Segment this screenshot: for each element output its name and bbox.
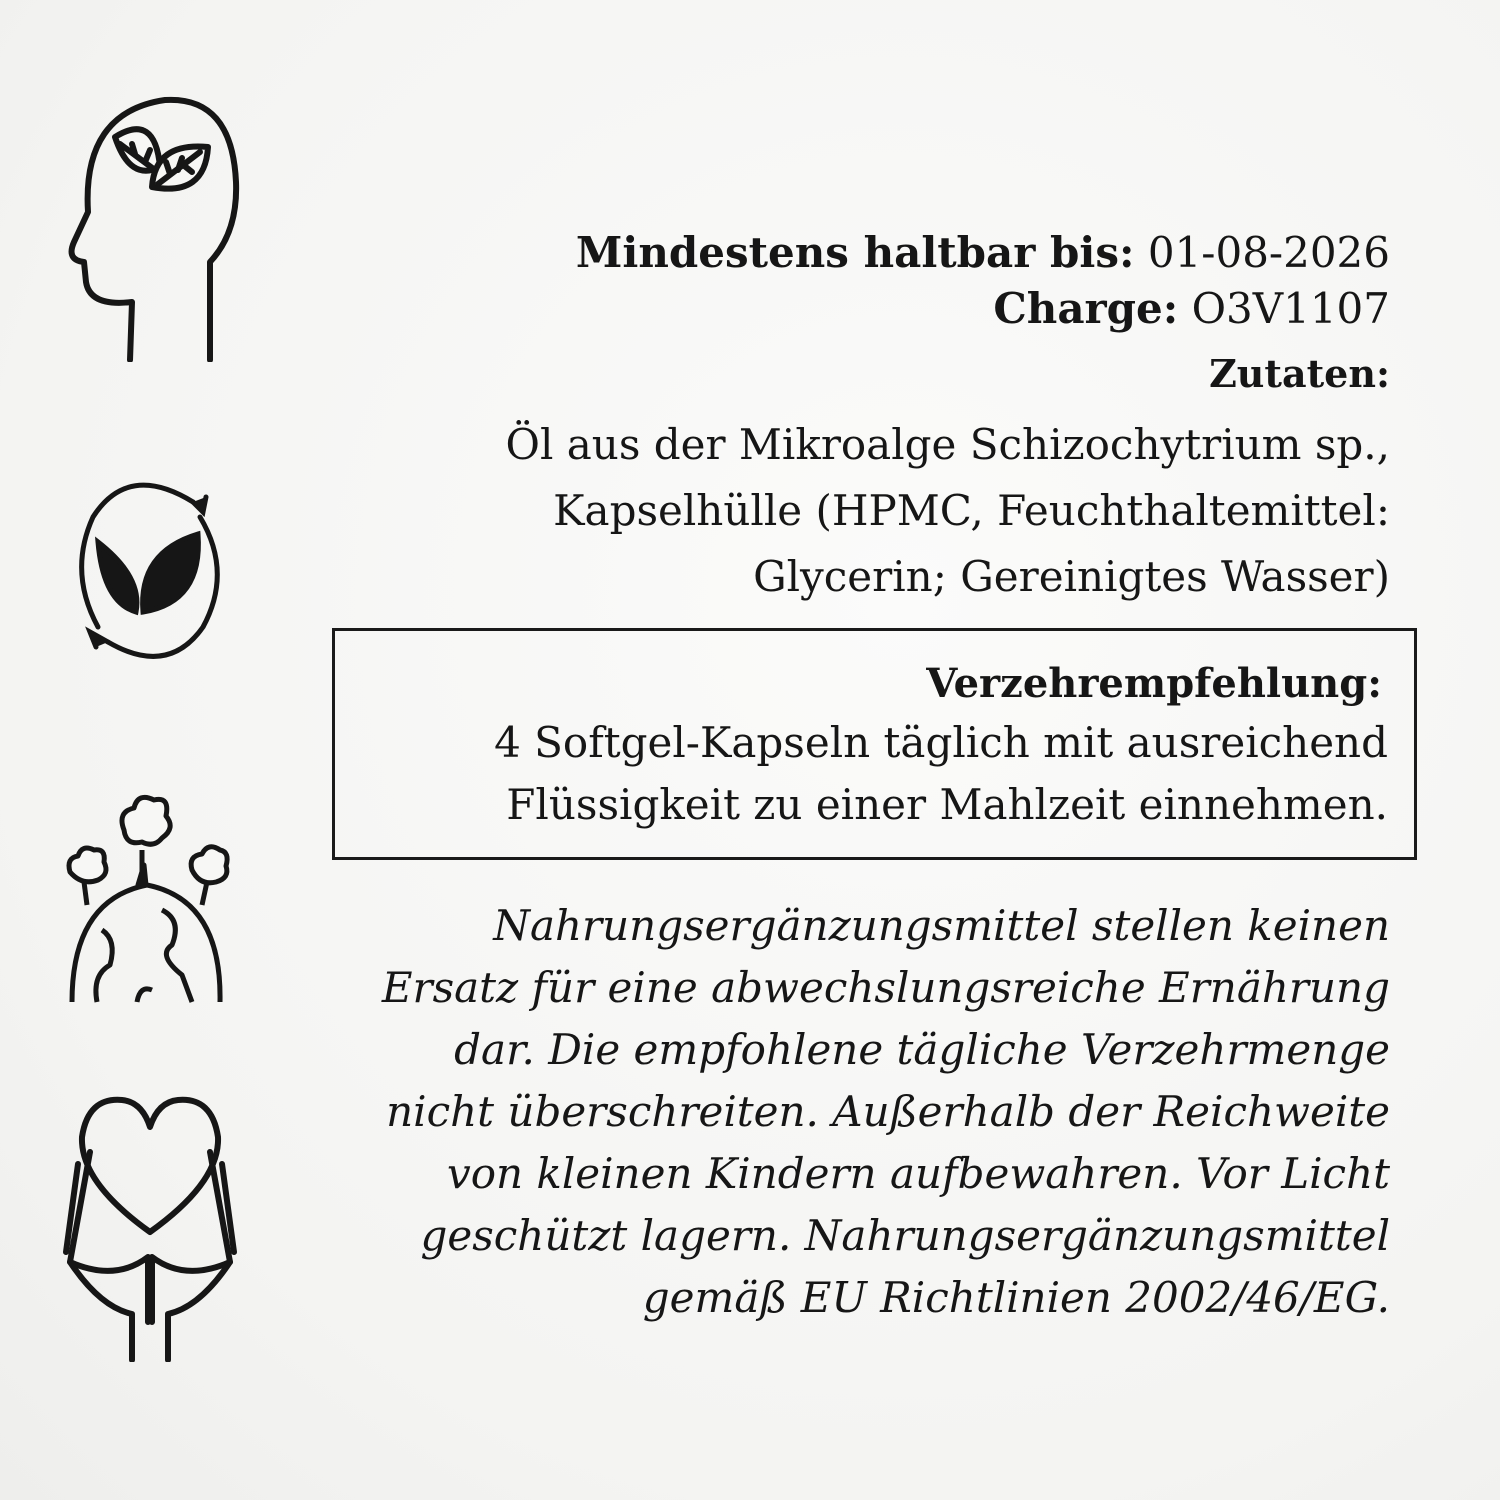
recycle-leaf-icon — [68, 462, 228, 682]
warning-line: Ersatz für eine abwechslungsreiche Ernährung — [381, 963, 1390, 1012]
ingredients-list — [506, 412, 1390, 610]
best-before-value: 01-08-2026 — [1147, 228, 1390, 277]
warning-line: geschützt lagern. Nahrungsergänzungsmittel — [420, 1211, 1390, 1260]
head-leaves-icon — [60, 92, 240, 362]
best-before-row — [576, 225, 1390, 281]
earth-trees-icon — [62, 790, 232, 1005]
warning-line: gemäß EU Richtlinien 2002/46/EG. — [642, 1273, 1390, 1322]
batch-label: Charge: — [993, 284, 1179, 333]
batch-value: O3V1107 — [1191, 284, 1390, 333]
product-info — [576, 225, 1390, 337]
recommendation-line: 4 Softgel-Kapseln täglich mit ausreichend — [494, 718, 1388, 767]
warning-line: Nahrungsergänzungsmittel stellen keinen — [493, 901, 1390, 950]
ingredients-line: Öl aus der Mikroalge Schizochytrium sp., — [505, 420, 1390, 469]
recommendation-title: Verzehrempfehlung: — [926, 660, 1382, 707]
hands-heart-icon — [60, 1092, 240, 1362]
warning-text — [382, 895, 1390, 1329]
ingredients-title: Zutaten: — [1209, 351, 1390, 396]
recommendation-line: Flüssigkeit zu einer Mahlzeit einnehmen. — [506, 780, 1388, 829]
ingredients-line: Kapselhülle (HPMC, Feuchthaltemittel: — [553, 486, 1390, 535]
recommendation-text — [494, 712, 1388, 836]
warning-line: dar. Die empfohlene tägliche Verzehrmenge — [454, 1025, 1390, 1074]
warning-line: nicht überschreiten. Außerhalb der Reichweite — [386, 1087, 1390, 1136]
ingredients-line: Glycerin; Gereinigtes Wasser) — [753, 552, 1390, 601]
batch-row — [576, 281, 1390, 337]
warning-line: von kleinen Kindern aufbewahren. Vor Licht — [446, 1149, 1390, 1198]
best-before-label: Mindestens haltbar bis: — [575, 228, 1135, 277]
